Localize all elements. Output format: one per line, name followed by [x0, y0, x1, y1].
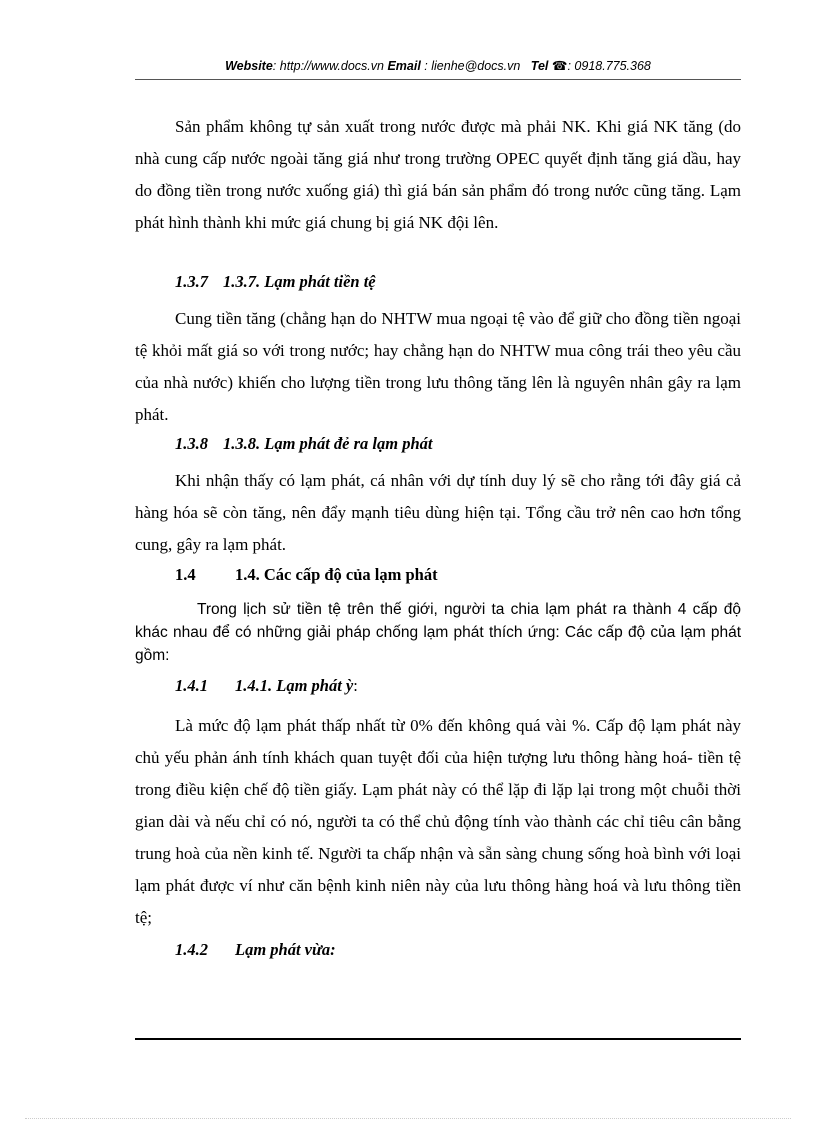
tel-value: : 0918.775.368 — [567, 59, 651, 73]
email-value: : lienhe@docs.vn — [420, 59, 521, 73]
paragraph-expectation-inflation: Khi nhận thấy có lạm phát, cá nhân với dự tính duy lý sẽ cho rằng tới đây giá cả hàng hóa sẽ còn tăng, nên đẩy mạnh tiêu dùng hiện tại. Tổng cầu trở nên cao hơn tổng cung, gây ra lạm phát. — [135, 471, 741, 554]
tel-label: Tel — [530, 59, 549, 73]
heading-1-4: 1.4 1.4. Các cấp độ của lạm phát — [175, 565, 438, 584]
heading-1-3-8: 1.3.8 1.3.8. Lạm phát đẻ ra lạm phát — [175, 434, 433, 453]
page-edge-dots — [25, 1118, 791, 1119]
footer-rule — [135, 1038, 741, 1040]
heading-1-3-7: 1.3.7 1.3.7. Lạm phát tiền tệ — [175, 272, 376, 291]
header-rule — [135, 79, 741, 80]
heading-1-4-1: 1.4.1 1.4.1. Lạm phát ỳ: — [175, 676, 358, 695]
heading-1-4-2: 1.4.2 Lạm phát vừa: — [175, 940, 336, 959]
phone-icon: ☎ — [551, 59, 568, 73]
paragraph-creeping-inflation: Là mức độ lạm phát thấp nhất từ 0% đến không quá vài %. Cấp độ lạm phát này chủ yếu phản ánh tính khách quan tuyệt đối của hiện tượng lưu thông hàng hoá- tiền tệ trong điều kiện chế độ tiền giấy. Lạm phát này có thể lặp đi lặp lại trong một chuỗi thời gian dài và nếu chỉ có nó, người ta có thể chủ động tính vào thành các chỉ tiêu cân bằng trung hoà của nền kinh tế. Người ta chấp nhận và sẵn sàng chung sống hoà bình với loại lạm phát được ví như căn bệnh kinh niên này của lưu thông hàng hoá và lưu thông tiền tệ; — [135, 716, 741, 927]
paragraph-monetary-inflation: Cung tiền tăng (chẳng hạn do NHTW mua ngoại tệ vào để giữ cho đồng tiền ngoại tệ khỏi mất giá so với trong nước; hay chẳng hạn do NHTW mua công trái theo yêu cầu của nhà nước) khiến cho lượng tiền trong lưu thông tăng lên là nguyên nhân gây ra lạm phát. — [135, 309, 741, 424]
website-value: : http://www.docs.vn — [272, 59, 384, 73]
paragraph-inflation-levels: Trong lịch sử tiền tệ trên thế giới, người ta chia lạm phát ra thành 4 cấp độ khác nhau để có những giải pháp chống lạm phát thích ứng: Các cấp độ của lạm phát gồm: — [135, 601, 741, 664]
website-label: Website — [225, 59, 273, 73]
email-label: Email — [387, 59, 421, 73]
paragraph-import-price: Sản phẩm không tự sản xuất trong nước được mà phải NK. Khi giá NK tăng (do nhà cung cấp nước ngoài tăng giá như trong trường OPEC quyết định tăng giá dầu, hay do đồng tiền trong nước xuống giá) thì giá bán sản phẩm đó trong nước cũng tăng. Lạm phát hình thành khi mức giá chung bị giá NK đội lên. — [135, 117, 741, 232]
page-header — [135, 58, 741, 73]
